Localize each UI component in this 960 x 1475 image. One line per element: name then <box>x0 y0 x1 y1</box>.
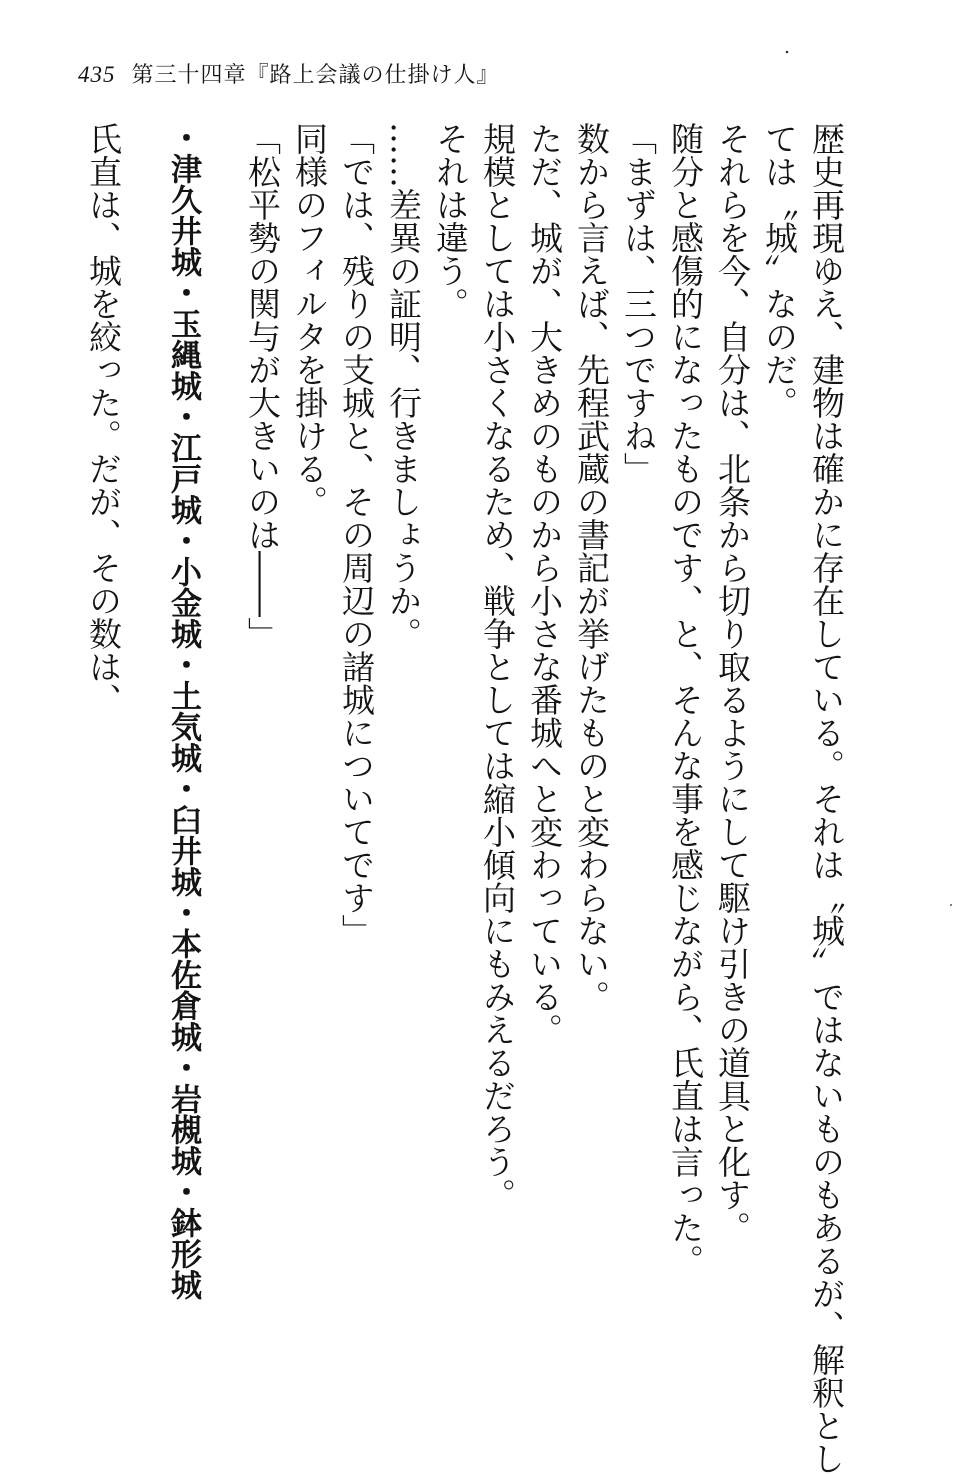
dialogue-line: 「松平勢の関与が大きいのは――」 <box>243 122 282 650</box>
vertical-text-body <box>60 122 850 1475</box>
text-line: ては〝城〟なのだ。 <box>760 122 799 419</box>
chapter-title: 第三十四章『路上会議の仕掛け人』 <box>131 62 500 87</box>
castle-list: ・津久井城・玉縄城・江戸城・小金城・土気城・臼井城・本佐倉城・岩槻城・鉢形城 <box>165 122 201 1300</box>
text-line: 数から言えば、先程武蔵の書記が挙げたものと変わらない。 <box>572 122 611 1013</box>
running-header <box>78 58 500 89</box>
text-line: 氏直は、城を絞った。だが、その数は、 <box>84 122 123 716</box>
dialogue-line: 「では、残りの支城と、その周辺の諸城についてです」 <box>337 122 376 947</box>
text-line: 規模としては小さくなるため、戦争としては縮小傾向にもみえるだろう。 <box>478 122 517 1211</box>
text-line: ……差異の証明、行きましょうか。 <box>384 122 423 650</box>
text-line: 随分と感傷的になったものです、と、そんな事を感じながら、氏直は言った。 <box>666 122 705 1277</box>
text-line: 同様のフィルタを掛ける。 <box>290 122 329 518</box>
dialogue-line: 「まずは、三つですね」 <box>619 122 658 485</box>
text-line: 歴史再現ゆえ、建物は確かに存在している。それは〝城〟ではないものもあるが、解釈とし <box>807 122 846 1475</box>
page-number: 435 <box>78 62 116 87</box>
text-line: それは違う。 <box>431 122 470 320</box>
text-line: ただ、城が、大きめのものから小さな番城へと変わっている。 <box>525 122 564 1046</box>
text-line: それらを今、自分は、北条から切り取るようにして駆け引きの道具と化す。 <box>713 122 752 1244</box>
